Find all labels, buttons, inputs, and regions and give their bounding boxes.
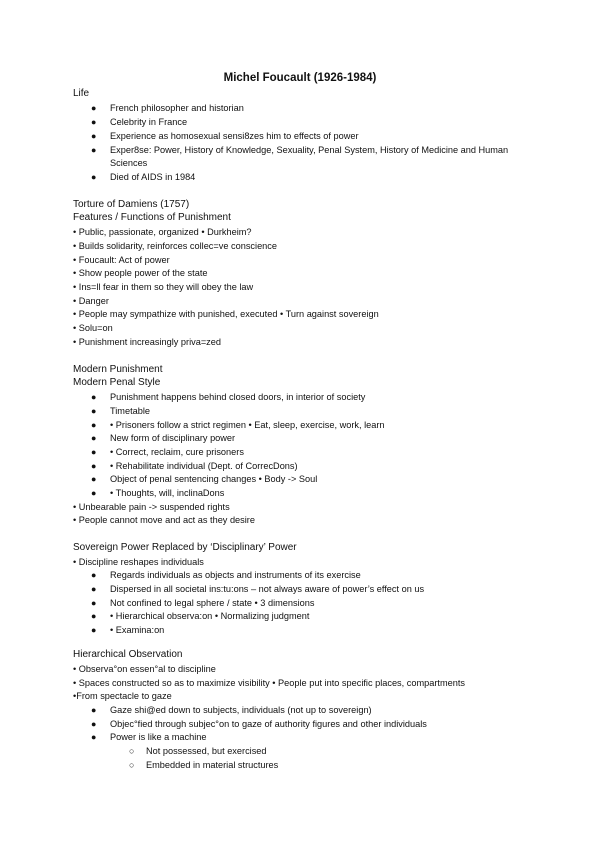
bullet-icon: ● (91, 570, 97, 580)
list-item: Exper8se: Power, History of Knowledge, Sexuality, Penal System, History of Medicine and Human Sciences (110, 145, 509, 168)
bullet-icon: ● (91, 705, 97, 715)
bullet-icon: ● (91, 461, 97, 471)
text-line: •From spectacle to gaze (73, 691, 172, 701)
list-item: • Examina:on (110, 625, 165, 635)
text-line: • Punishment increasingly priva=zed (73, 337, 221, 347)
list-item: Celebrity in France (110, 117, 188, 127)
list-item: • Prisoners follow a strict regimen • Eat, sleep, exercise, work, learn (110, 420, 385, 430)
list-item: Power is like a machine (110, 732, 207, 742)
bullet-icon: ● (91, 406, 97, 416)
text-line: • Foucault: Act of power (73, 255, 170, 265)
bullet-icon: ● (91, 488, 97, 498)
list-item: Objec°fied through subjec°on to gaze of authority figures and other individuals (110, 719, 427, 729)
section-subheading: Modern Penal Style (73, 377, 161, 388)
bullet-icon: ● (91, 117, 97, 127)
bullet-icon: ● (91, 584, 97, 594)
text-line: • Show people power of the state (73, 268, 208, 278)
text-line: • Observa°on essen°al to discipline (73, 664, 216, 674)
bullet-icon: ● (91, 420, 97, 430)
sub-bullet-icon: ○ (129, 746, 135, 756)
list-item: Regards individuals as objects and instruments of its exercise (110, 570, 361, 580)
list-item: Not confined to legal sphere / state • 3 dimensions (110, 598, 315, 608)
bullet-icon: ● (91, 103, 97, 113)
bullet-icon: ● (91, 131, 97, 141)
section-heading-modern: Modern Punishment (73, 364, 163, 375)
text-line: • Public, passionate, organized • Durkheim? (73, 227, 252, 237)
list-item: Gaze shi@ed down to subjects, individuals (not up to sovereign) (110, 705, 372, 715)
sub-list-item: Embedded in material structures (146, 760, 279, 770)
list-item: Punishment happens behind closed doors, in interior of society (110, 392, 366, 402)
list-item: • Rehabilitate individual (Dept. of CorrecDons) (110, 461, 298, 471)
bullet-icon: ● (91, 392, 97, 402)
text-line: • Solu=on (73, 323, 113, 333)
bullet-icon: ● (91, 145, 97, 155)
text-line: • People may sympathize with punished, executed • Turn against sovereign (73, 309, 379, 319)
text-line: • Danger (73, 296, 109, 306)
text-line: • People cannot move and act as they desire (73, 515, 255, 525)
list-item: • Thoughts, will, inclinaDons (110, 488, 225, 498)
text-line: • Unbearable pain -> suspended rights (73, 502, 230, 512)
list-item: • Correct, reclaim, cure prisoners (110, 447, 244, 457)
bullet-icon: ● (91, 172, 97, 182)
bullet-icon: ● (91, 719, 97, 729)
section-heading-torture: Torture of Damiens (1757) (73, 199, 190, 210)
list-item: New form of disciplinary power (110, 433, 236, 443)
list-item: Experience as homosexual sensi8zes him to effects of power (110, 131, 359, 141)
section-heading-hierarchical: Hierarchical Observation (73, 649, 183, 660)
bullet-icon: ● (91, 433, 97, 443)
text-line: • Spaces constructed so as to maximize visibility • People put into specific places, compartments (73, 678, 465, 688)
list-item: Object of penal sentencing changes • Body -> Soul (110, 474, 318, 484)
section-heading-life: Life (73, 88, 90, 99)
text-line: • Ins=ll fear in them so they will obey the law (73, 282, 254, 292)
page-title: Michel Foucault (1926-1984) (223, 72, 377, 84)
text-line: • Builds solidarity, reinforces collec=ve conscience (73, 241, 277, 251)
list-item: Died of AIDS in 1984 (110, 172, 196, 182)
list-item: Dispersed in all societal ins:tu:ons – not always aware of power’s effect on us (110, 584, 425, 594)
section-subheading: Features / Functions of Punishment (73, 212, 231, 223)
list-item: • Hierarchical observa:on • Normalizing judgment (110, 611, 310, 621)
sub-bullet-icon: ○ (129, 760, 135, 770)
section-heading-sovereign: Sovereign Power Replaced by ‘Disciplinary’ Power (73, 542, 297, 553)
sub-list-item: Not possessed, but exercised (146, 746, 267, 756)
list-item: French philosopher and historian (110, 103, 244, 113)
bullet-icon: ● (91, 732, 97, 742)
bullet-icon: ● (91, 598, 97, 608)
text-line: • Discipline reshapes individuals (73, 557, 204, 567)
bullet-icon: ● (91, 447, 97, 457)
bullet-icon: ● (91, 474, 97, 484)
bullet-icon: ● (91, 611, 97, 621)
list-item: Timetable (110, 406, 150, 416)
bullet-icon: ● (91, 625, 97, 635)
